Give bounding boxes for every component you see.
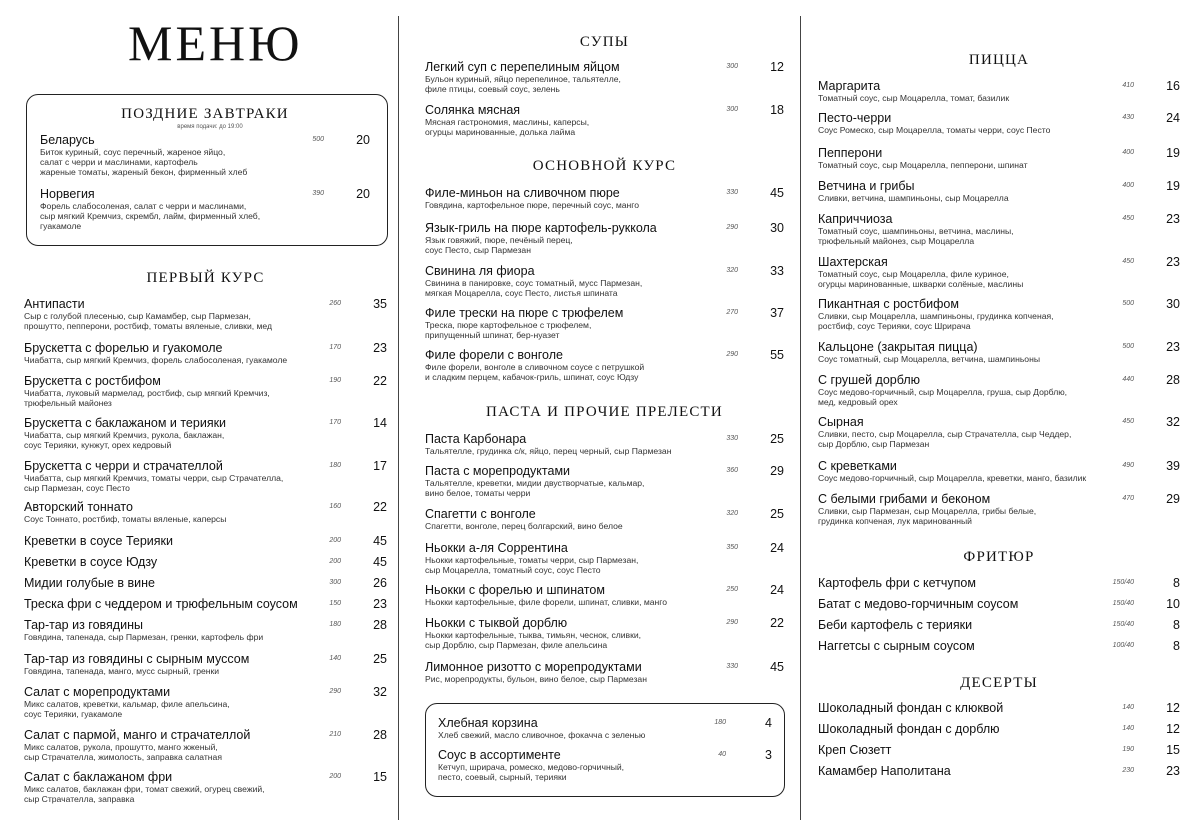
dish-name: Соус в ассортименте [438,748,561,762]
dish-price: 28 [373,618,387,632]
dish-price: 23 [1166,255,1180,269]
dish-weight: 300 [726,106,738,113]
dish-name: С белыми грибами и беконом [818,492,991,506]
dish-name: Каприччиоза [818,212,893,226]
column-divider-left [398,16,399,820]
dish-weight: 180 [714,719,726,726]
dish-price: 10 [1166,597,1180,611]
dish-description: и сладким перцем, кабачок-гриль, шпинат, соус Юдзу [425,372,639,382]
dish-weight: 350 [726,544,738,551]
dish-price: 8 [1173,576,1180,590]
dish-weight: 290 [726,351,738,358]
dish-description: Томатный соус, сыр Моцарелла, филе куриное, [818,269,1009,279]
dish-description: Хлеб свежий, масло сливочное, фокачча с зеленью [438,730,646,740]
dish-description: Сливки, ветчина, шампиньоны, сыр Моцарелла [818,193,1009,203]
main-menu-item [425,186,784,210]
dish-price: 29 [770,464,784,478]
menu-title: МЕНЮ [128,15,303,71]
dish-description: ростбиф, соус Терияки, соус Шрирача [818,321,971,331]
dish-price: 39 [1166,459,1180,473]
dish-weight: 290 [726,619,738,626]
dish-description: сыр Страчателла, заправка [24,794,135,804]
dish-price: 55 [770,348,784,362]
dish-price: 22 [373,500,387,514]
dish-description: Сливки, сыр Моцарелла, шампиньоны, грудинка копченая, [818,311,1054,321]
desserts-menu-item [818,722,1180,736]
dish-name: Тар-тар из говядины с сырным муссом [24,652,250,666]
pizza-menu-item [818,340,1180,364]
dish-name: Язык-гриль на пюре картофель-руккола [425,221,657,235]
dish-price: 15 [1166,743,1180,757]
dish-name: Шоколадный фондан с дорблю [818,722,1000,736]
dish-description: Сливки, сыр Пармезан, сыр Моцарелла, грибы белые, [818,506,1037,516]
dish-weight: 450 [1122,418,1134,425]
brunch-time-note: время подачи: до 19:00 [177,124,243,130]
dish-name: Брускетта с форелью и гуакомоле [24,341,223,355]
dish-description: сыр Дорблю, сыр Пармезан, филе апельсина [425,640,608,650]
dish-price: 25 [373,652,387,666]
dish-description: Соус медово-горчичный, сыр Моцарелла, креветки, манго, базилик [818,473,1087,483]
pizza-menu-item [818,179,1180,203]
dish-description: мягкая Моцарелла, соус Песто, листья шпината [425,288,618,298]
dish-price: 22 [373,374,387,388]
dish-name: Наггетсы с сырным соусом [818,639,975,653]
dish-description: огурцы маринованные, шкварки солёные, маслины [818,279,1024,289]
dish-name: Паста с морепродуктами [425,464,571,478]
dish-description: соус Песто, сыр Пармезан [425,245,531,255]
dish-description: Томатный соус, сыр Моцарелла, томат, базилик [818,93,1010,103]
dish-weight: 180 [329,621,341,628]
pizza-menu-item [818,297,1180,331]
dish-weight: 180 [329,462,341,469]
pizza-menu-item [818,212,1180,246]
dish-name: Камамбер Наполитана [818,764,951,778]
dish-name: Солянка мясная [425,103,521,117]
dish-price: 24 [770,541,784,555]
dish-weight: 200 [329,558,341,565]
dish-weight: 170 [329,419,341,426]
dish-price: 24 [1166,111,1180,125]
first-menu-item [24,459,387,493]
soups-menu-item [425,103,784,137]
dish-description: огурцы маринованные, долька лайма [425,127,576,137]
dish-description: Мясная гастрономия, маслины, каперсы, [425,117,590,127]
dish-name: Пепперони [818,146,883,160]
first-menu-item [24,500,387,524]
dish-name: Антипасти [24,297,85,311]
pizza-menu-item [818,255,1180,289]
first-menu-item [24,618,387,642]
dish-weight: 410 [1122,82,1134,89]
dish-description: Чиабатта, сыр мягкий Кремчиз, рукола, баклажан, [24,430,225,440]
dish-name: С грушей дорблю [818,373,921,387]
dish-price: 30 [770,221,784,235]
desserts-menu-item [818,764,1180,778]
dish-name: Салат с пармой, манго и страчателлой [24,728,251,742]
dish-weight: 470 [1122,495,1134,502]
dish-description: Сливки, песто, сыр Моцарелла, сыр Страчателла, сыр Чеддер, [818,429,1072,439]
dish-description: Микс салатов, креветки, кальмар, филе апельсина, [24,699,230,709]
desserts-menu-item [818,743,1180,757]
dish-weight: 330 [726,663,738,670]
dish-price: 25 [770,507,784,521]
dish-description: салат с черри и маслинами, картофель [40,157,198,167]
pizza-menu-item [818,373,1180,407]
dish-description: Чиабатта, сыр мягкий Кремчиз, форель слабосоленая, гуакамоле [24,355,288,365]
dish-description: соус Терияки, гуакамоле [24,709,123,719]
dish-description: сыр мягкий Кремчиз, скрембл, лайм, фирменный хлеб, [40,211,261,221]
dish-weight: 500 [1122,343,1134,350]
dish-description: Микс салатов, рукола, прошутто, манго жженый, [24,742,218,752]
dish-name: Салат с баклажаном фри [24,770,173,784]
first-menu-item [24,297,387,331]
first-menu-item [24,685,387,719]
dish-price: 28 [373,728,387,742]
dish-weight: 360 [726,467,738,474]
dish-description: сыр Дорблю, сыр Пармезан [818,439,930,449]
pizza-menu-item [818,492,1180,526]
dish-description: Бульон куриный, яйцо перепелиное, тальятелле, [425,74,621,84]
dish-price: 45 [770,186,784,200]
dish-description: Соус медово-горчичный, сыр Моцарелла, груша, сыр Дорблю, [818,387,1068,397]
dish-name: Шахтерская [818,255,888,269]
dish-price: 23 [373,341,387,355]
dish-price: 15 [373,770,387,784]
dish-name: Ньокки а-ля Соррентина [425,541,568,555]
dish-name: Ньокки с форелью и шпинатом [425,583,605,597]
dish-weight: 200 [329,537,341,544]
dish-description: Тальятелле, грудинка с/к, яйцо, перец черный, сыр Пармезан [425,446,672,456]
dish-price: 4 [765,716,772,730]
dish-name: Шоколадный фондан с клюквой [818,701,1004,715]
dish-name: Пикантная с ростбифом [818,297,959,311]
dish-description: Свинина в панировке, соус томатный, мусс Пармезан, [425,278,643,288]
dish-description: сыр Моцарелла, томатный соус, соус Песто [425,565,601,575]
dish-weight: 330 [726,435,738,442]
dish-name: Беларусь [40,133,95,147]
dish-weight: 150/40 [1112,600,1134,607]
dish-description: припущенный шпинат, бер-нуазет [425,330,560,340]
dish-weight: 250 [726,586,738,593]
first-menu-item [24,728,387,762]
dish-price: 32 [373,685,387,699]
dish-name: Кальцоне (закрытая пицца) [818,340,978,354]
dish-description: трюфельный майонез [24,398,112,408]
dish-description: мед, кедровый орех [818,397,898,407]
column-divider-right [800,16,801,820]
dish-description: грудинка копченая, лук маринованный [818,516,972,526]
fryer-menu-item [818,639,1180,653]
desserts-section-title: ДЕСЕРТЫ [960,675,1038,691]
dish-description: жареные томаты, жареный бекон, фирменный хлеб [40,167,248,177]
dish-price: 12 [770,60,784,74]
dish-price: 37 [770,306,784,320]
dish-description: сыр Пармезан, соус Песто [24,483,130,493]
dish-name: Тар-тар из говядины [24,618,143,632]
dish-description: Спагетти, вонголе, перец болгарский, вино белое [425,521,623,531]
dish-name: Свинина ля фиора [425,264,535,278]
pizza-menu-item [818,146,1180,170]
dish-weight: 320 [726,267,738,274]
pasta-menu-item [425,432,784,456]
first-menu-item [24,341,387,365]
brunch-section-title: ПОЗДНИЕ ЗАВТРАКИ [121,106,289,122]
extras-menu-item [438,716,772,740]
dish-description: Чиабатта, луковый мармелад, ростбиф, сыр мягкий Кремчиз, [24,388,270,398]
dish-weight: 40 [718,751,726,758]
pasta-menu-item [425,616,784,650]
dish-weight: 450 [1122,258,1134,265]
dish-name: Салат с морепродуктами [24,685,171,699]
dish-name: Сырная [818,415,864,429]
dish-weight: 100/40 [1112,642,1134,649]
dish-price: 45 [373,555,387,569]
dish-description: Ньокки картофельные, тыква, тимьян, чеснок, сливки, [425,630,642,640]
soups-section-title: СУПЫ [579,34,630,50]
dish-weight: 440 [1122,376,1134,383]
pasta-menu-item [425,660,784,684]
dish-weight: 140 [329,655,341,662]
dish-weight: 150/40 [1112,621,1134,628]
dish-name: Брускетта с ростбифом [24,374,161,388]
dish-name: Батат с медово-горчичным соусом [818,597,1019,611]
dish-description: Ньокки картофельные, томаты черри, сыр Пармезан, [425,555,639,565]
main-menu-item [425,221,784,255]
brunch-menu-item [40,133,370,177]
dish-name: Паста Карбонара [425,432,527,446]
dish-name: Креветки в соусе Юдзу [24,555,158,569]
dish-description: Биток куриный, соус перечный, жареное яйцо, [40,147,226,157]
first-menu-item [24,576,387,590]
dish-price: 29 [1166,492,1180,506]
dish-name: Филе форели с вонголе [425,348,563,362]
dish-description: Тальятелле, креветки, мидии двустворчатые, кальмар, [425,478,645,488]
dish-weight: 200 [329,773,341,780]
dish-price: 22 [770,616,784,630]
dish-name: Легкий суп с перепелиным яйцом [425,60,620,74]
dish-price: 12 [1166,722,1180,736]
dish-name: Ньокки с тыквой дорблю [425,616,568,630]
dish-price: 3 [765,748,772,762]
dish-price: 19 [1166,146,1180,160]
pasta-menu-item [425,464,784,498]
dish-description: гуакамоле [40,221,82,231]
dish-weight: 490 [1122,462,1134,469]
pizza-menu-item [818,459,1180,483]
main-menu-item [425,348,784,382]
first-menu-item [24,555,387,569]
dish-price: 30 [1166,297,1180,311]
dish-price: 23 [373,597,387,611]
dish-weight: 160 [329,503,341,510]
dish-description: соус Терияки, кунжут, орех кедровый [24,440,172,450]
brunch-menu-item [40,187,370,231]
dish-description: Соус Тоннато, ростбиф, томаты вяленые, каперсы [24,514,227,524]
dish-price: 16 [1166,79,1180,93]
dish-weight: 500 [312,136,324,143]
dish-weight: 270 [726,309,738,316]
dish-description: Треска, пюре картофельное с трюфелем, [425,320,592,330]
dish-weight: 230 [1122,767,1134,774]
dish-price: 25 [770,432,784,446]
dish-weight: 400 [1122,182,1134,189]
extras-menu-item [438,748,772,782]
dish-description: Соус томатный, сыр Моцарелла, ветчина, шампиньоны [818,354,1040,364]
fryer-menu-item [818,618,1180,632]
dish-name: Мидии голубые в вине [24,576,155,590]
desserts-menu-item [818,701,1180,715]
dish-weight: 290 [329,688,341,695]
dish-weight: 330 [726,189,738,196]
dish-price: 23 [1166,764,1180,778]
dish-price: 8 [1173,639,1180,653]
dish-description: Кетчуп, шрирача, ромеско, медово-горчичный, [438,762,625,772]
dish-description: прошутто, пепперони, ростбиф, томаты вяленые, сливки, мед [24,321,273,331]
dish-price: 8 [1173,618,1180,632]
dish-price: 26 [373,576,387,590]
dish-name: Лимонное ризотто с морепродуктами [425,660,642,674]
dish-name: Норвегия [40,187,95,201]
pasta-menu-item [425,541,784,575]
dish-weight: 450 [1122,215,1134,222]
dish-description: Язык говяжий, пюре, печёный перец, [425,235,573,245]
pizza-menu-item [818,415,1180,449]
dish-description: Томатный соус, сыр Моцарелла, пепперони, шпинат [818,160,1028,170]
dish-price: 45 [770,660,784,674]
dish-price: 23 [1166,212,1180,226]
dish-weight: 390 [312,190,324,197]
soups-menu-item [425,60,784,94]
fryer-menu-item [818,576,1180,590]
dish-name: Филе-миньон на сливочном пюре [425,186,620,200]
fryer-menu-item [818,597,1180,611]
dish-price: 33 [770,264,784,278]
dish-weight: 150/40 [1112,579,1134,586]
dish-name: Креветки в соусе Терияки [24,534,174,548]
dish-weight: 150 [329,600,341,607]
dish-name: Песто-черри [818,111,892,125]
main-menu-item [425,264,784,298]
dish-description: сыр Страчателла, жимолость, заправка салатная [24,752,222,762]
first-section-title: ПЕРВЫЙ КУРС [146,270,265,286]
dish-name: Авторский тоннато [24,500,133,514]
dish-name: Треска фри с чеддером и трюфельным соусом [24,597,298,611]
first-menu-item [24,534,387,548]
dish-name: Хлебная корзина [438,716,538,730]
pizza-menu-item [818,111,1180,135]
dish-name: С креветками [818,459,897,473]
dish-price: 32 [1166,415,1180,429]
dish-description: Чиабатта, сыр мягкий Кремчиз, томаты черри, сыр Страчателла, [24,473,284,483]
dish-description: Говядина, тапенада, манго, мусс сырный, гренки [24,666,220,676]
dish-price: 20 [356,133,370,147]
first-menu-item [24,597,387,611]
fryer-section-title: ФРИТЮР [963,549,1035,565]
dish-weight: 140 [1122,704,1134,711]
dish-description: трюфельный майонез, сыр Моцарелла [818,236,975,246]
first-menu-item [24,770,387,804]
dish-name: Маргарита [818,79,881,93]
dish-description: Говядина, картофельное пюре, перечный соус, манго [425,200,640,210]
dish-weight: 300 [329,579,341,586]
dish-weight: 290 [726,224,738,231]
dish-price: 24 [770,583,784,597]
dish-price: 18 [770,103,784,117]
dish-name: Брускетта с баклажаном и терияки [24,416,227,430]
first-menu-item [24,652,387,676]
dish-name: Спагетти с вонголе [425,507,536,521]
dish-description: Соус Ромеско, сыр Моцарелла, томаты черри, соус Песто [818,125,1051,135]
dish-price: 20 [356,187,370,201]
pasta-section-title: ПАСТА И ПРОЧИЕ ПРЕЛЕСТИ [486,404,723,420]
dish-price: 14 [373,416,387,430]
dish-weight: 170 [329,344,341,351]
dish-weight: 300 [726,63,738,70]
dish-name: Креп Сюзетт [818,743,892,757]
dish-description: филе птицы, соевый соус, зелень [425,84,560,94]
dish-description: Филе форели, вонголе в сливочном соусе с петрушкой [425,362,645,372]
dish-description: Микс салатов, баклажан фри, томат свежий, огурец свежий, [24,784,265,794]
dish-weight: 500 [1122,300,1134,307]
dish-description: Рис, морепродукты, бульон, вино белое, сыр Пармезан [425,674,647,684]
dish-description: Ньокки картофельные, филе форели, шпинат, сливки, манго [425,597,668,607]
dish-weight: 320 [726,510,738,517]
dish-price: 19 [1166,179,1180,193]
first-menu-item [24,374,387,408]
dish-description: Сыр с голубой плесенью, сыр Камамбер, сыр Пармезан, [24,311,251,321]
dish-weight: 190 [1122,746,1134,753]
dish-name: Брускетта с черри и страчателлой [24,459,223,473]
first-menu-item [24,416,387,450]
dish-price: 17 [373,459,387,473]
pizza-menu-item [818,79,1180,103]
dish-weight: 260 [329,300,341,307]
dish-name: Филе трески на пюре с трюфелем [425,306,624,320]
dish-description: Томатный соус, шампиньоны, ветчина, маслины, [818,226,1014,236]
dish-name: Картофель фри с кетчупом [818,576,976,590]
dish-price: 35 [373,297,387,311]
dish-description: Говядина, тапенада, сыр Пармезан, гренки, картофель фри [24,632,264,642]
dish-description: вино белое, томаты черри [425,488,531,498]
pasta-menu-item [425,583,784,607]
dish-description: песто, соевый, сырный, терияки [438,772,567,782]
dish-description: Форель слабосоленая, салат с черри и маслинами, [40,201,247,211]
dish-price: 45 [373,534,387,548]
pasta-menu-item [425,507,784,531]
pizza-section-title: ПИЦЦА [968,52,1030,68]
main-menu-item [425,306,784,340]
dish-weight: 210 [329,731,341,738]
dish-weight: 400 [1122,149,1134,156]
dish-price: 23 [1166,340,1180,354]
dish-weight: 190 [329,377,341,384]
dish-name: Ветчина и грибы [818,179,915,193]
dish-weight: 140 [1122,725,1134,732]
dish-price: 12 [1166,701,1180,715]
dish-price: 28 [1166,373,1180,387]
dish-weight: 430 [1122,114,1134,121]
main-section-title: ОСНОВНОЙ КУРС [532,158,677,174]
dish-name: Беби картофель с терияки [818,618,973,632]
